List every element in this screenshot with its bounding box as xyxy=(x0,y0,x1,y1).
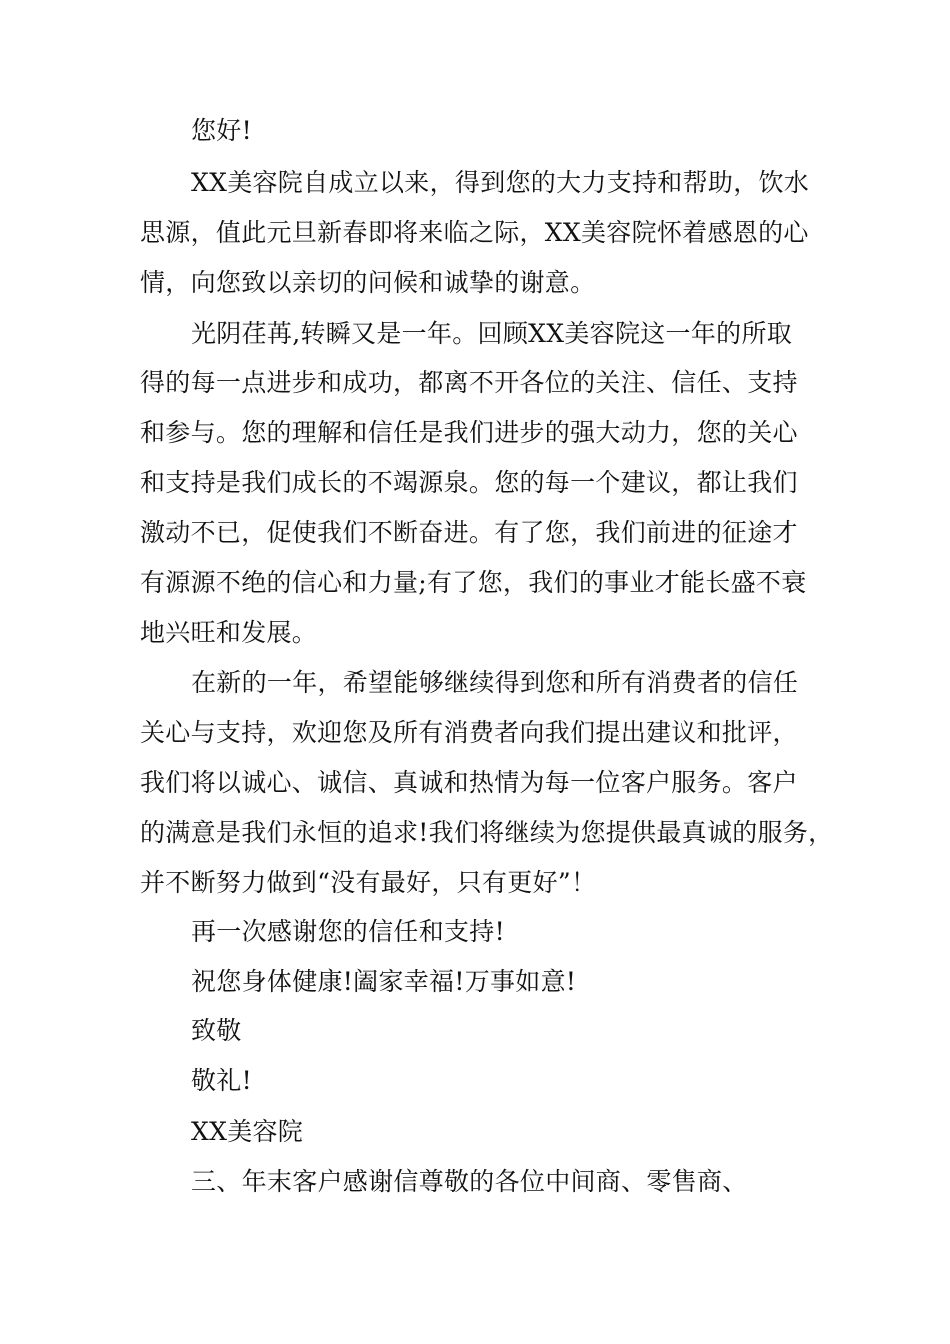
paragraph-3-line-5: 并不断努力做到“没有最好，只有更好”！ xyxy=(140,868,597,897)
wishes-line: 祝您身体健康!阖家幸福!万事如意! xyxy=(191,967,577,996)
paragraph-3-line-2: 关心与支持，欢迎您及所有消费者向我们提出建议和批评， xyxy=(140,718,798,747)
paragraph-2-line-3: 和参与。您的理解和信任是我们进步的强大动力，您的关心 xyxy=(140,418,798,447)
signature-line: XX美容院 xyxy=(191,1117,304,1146)
greeting-line: 您好! xyxy=(191,116,252,145)
paragraph-2-line-1: 光阴荏苒,转瞬又是一年。回顾XX美容院这一年的所取 xyxy=(191,319,793,348)
paragraph-2-line-4: 和支持是我们成长的不竭源泉。您的每一个建议，都让我们 xyxy=(140,468,798,497)
paragraph-2-line-5: 激动不已，促使我们不断奋进。有了您，我们前进的征途才 xyxy=(140,518,798,547)
salutation-line-2: 敬礼! xyxy=(191,1066,252,1095)
salutation-line-1: 致敬 xyxy=(191,1016,242,1045)
paragraph-3-line-3: 我们将以诚心、诚信、真诚和热情为每一位客户服务。客户 xyxy=(140,768,798,797)
paragraph-1-line-1: XX美容院自成立以来，得到您的大力支持和帮助，饮水 xyxy=(191,168,810,197)
paragraph-1-line-3: 情，向您致以亲切的问候和诚挚的谢意。 xyxy=(140,268,596,297)
thanks-line: 再一次感谢您的信任和支持! xyxy=(191,917,505,946)
paragraph-2-line-6: 有源源不绝的信心和力量;有了您，我们的事业才能长盛不衰 xyxy=(140,568,807,597)
paragraph-3-line-4: 的满意是我们永恒的追求!我们将继续为您提供最真诚的服务， xyxy=(140,818,834,847)
paragraph-3-line-1: 在新的一年，希望能够继续得到您和所有消费者的信任 xyxy=(191,668,799,697)
paragraph-2-line-2: 得的每一点进步和成功，都离不开各位的关注、信任、支持 xyxy=(140,368,798,397)
paragraph-1-line-2: 思源，值此元旦新春即将来临之际，XX美容院怀着感恩的心 xyxy=(140,218,809,247)
section-heading-line: 三、年末客户感谢信尊敬的各位中间商、零售商、 xyxy=(191,1167,748,1196)
paragraph-2-line-7: 地兴旺和发展。 xyxy=(140,618,318,647)
